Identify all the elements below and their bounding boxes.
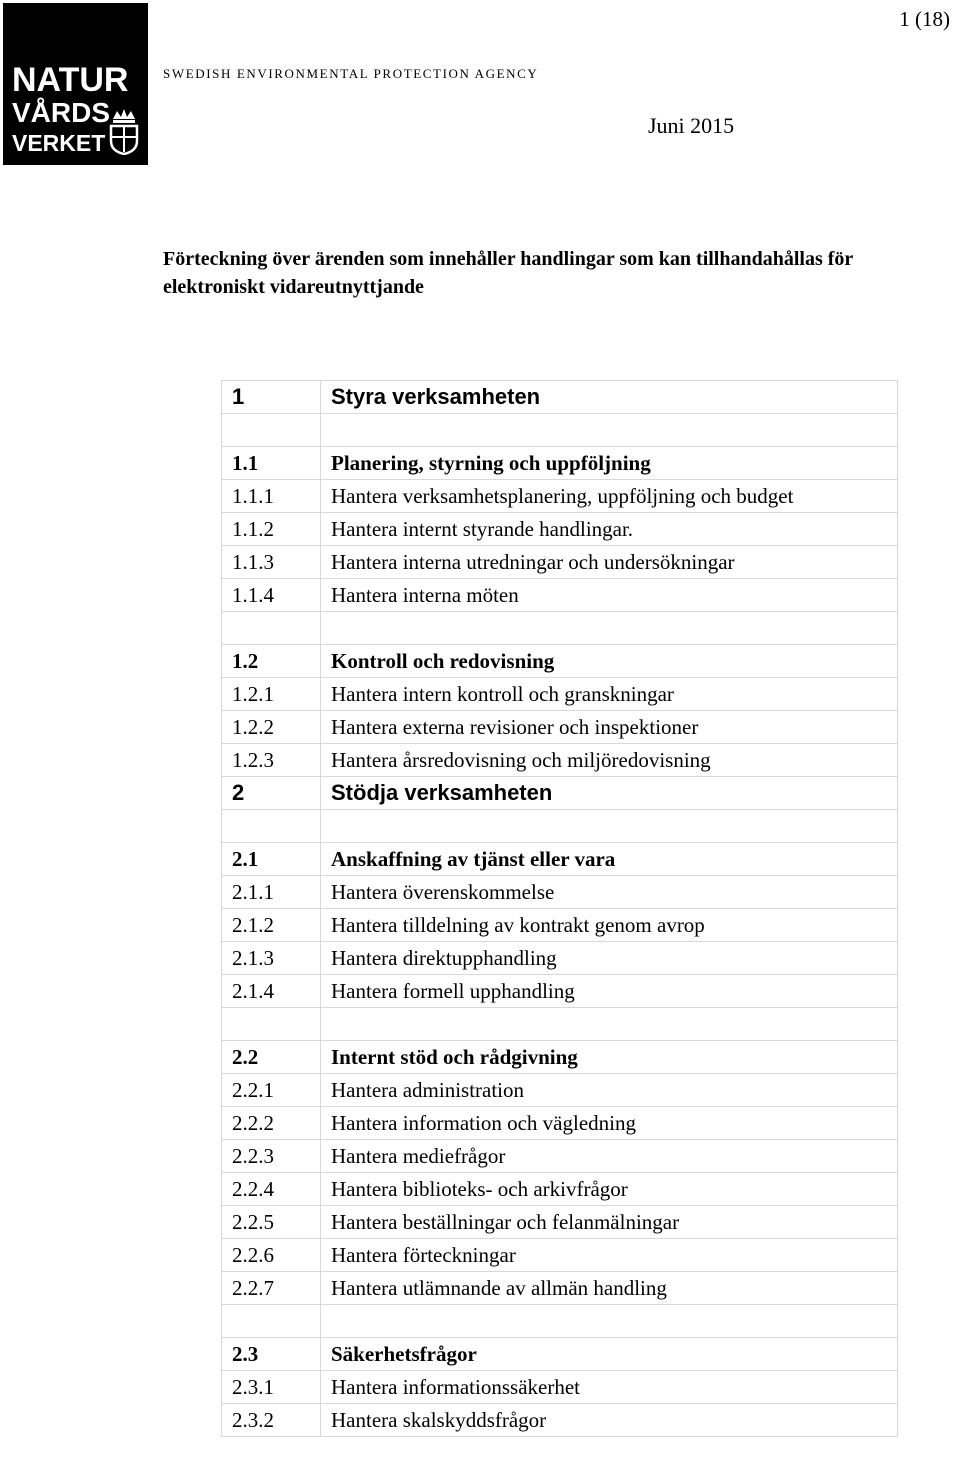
toc-number [222, 414, 321, 447]
toc-row [222, 546, 898, 579]
toc-number: 2.2.3 [222, 1140, 321, 1173]
naturvardsverket-logo [3, 3, 148, 165]
toc-number: 2.1.2 [222, 909, 321, 942]
toc-row [222, 381, 898, 414]
toc-spacer-row [222, 414, 898, 447]
toc-heading: Hantera utlämnande av allmän handling [321, 1272, 898, 1305]
toc-spacer-row [222, 1305, 898, 1338]
toc-number: 2.2 [222, 1041, 321, 1074]
toc-row [222, 1371, 898, 1404]
toc-number [222, 1305, 321, 1338]
toc-number [222, 612, 321, 645]
toc-spacer-row [222, 1008, 898, 1041]
toc-heading: Anskaffning av tjänst eller vara [321, 843, 898, 876]
toc-heading: Hantera direktupphandling [321, 942, 898, 975]
toc-row [222, 480, 898, 513]
toc-row [222, 1041, 898, 1074]
document-date: Juni 2015 [648, 113, 735, 138]
toc-row [222, 777, 898, 810]
toc-heading: Hantera förteckningar [321, 1239, 898, 1272]
toc-heading: Hantera tilldelning av kontrakt genom avrop [321, 909, 898, 942]
document-title: Förteckning över ärenden som innehåller handlingar som kan tillhandahållas för elektroniskt vidareutnyttjande [163, 248, 853, 298]
toc-row [222, 645, 898, 678]
toc-row [222, 909, 898, 942]
toc-heading [321, 1008, 898, 1041]
toc-number: 1 [222, 381, 321, 414]
toc-heading: Hantera administration [321, 1074, 898, 1107]
toc-row [222, 1272, 898, 1305]
toc-heading: Planering, styrning och uppföljning [321, 447, 898, 480]
toc-number: 1.2.3 [222, 744, 321, 777]
toc-number: 1.2 [222, 645, 321, 678]
toc-row [222, 1239, 898, 1272]
toc-number: 1.2.1 [222, 678, 321, 711]
toc-heading: Hantera mediefrågor [321, 1140, 898, 1173]
toc-heading: Hantera verksamhetsplanering, uppföljning och budget [321, 480, 898, 513]
toc-row [222, 513, 898, 546]
toc-heading: Hantera interna utredningar och undersökningar [321, 546, 898, 579]
toc-heading: Hantera biblioteks- och arkivfrågor [321, 1173, 898, 1206]
logo-line-1: NATUR [12, 61, 129, 99]
toc-row [222, 1107, 898, 1140]
toc-heading: Hantera externa revisioner och inspektioner [321, 711, 898, 744]
toc-row [222, 579, 898, 612]
toc-number: 2.2.4 [222, 1173, 321, 1206]
toc-number: 2 [222, 777, 321, 810]
toc-number [222, 1008, 321, 1041]
toc-row [222, 711, 898, 744]
toc-heading: Hantera interna möten [321, 579, 898, 612]
toc-number: 2.2.1 [222, 1074, 321, 1107]
toc-number: 1.1.4 [222, 579, 321, 612]
toc-heading: Hantera information och vägledning [321, 1107, 898, 1140]
toc-heading: Hantera beställningar och felanmälningar [321, 1206, 898, 1239]
toc-row [222, 975, 898, 1008]
toc-number: 2.2.5 [222, 1206, 321, 1239]
agency-name: SWEDISH ENVIRONMENTAL PROTECTION AGENCY [163, 66, 539, 81]
toc-number: 2.2.6 [222, 1239, 321, 1272]
toc-number: 2.3.1 [222, 1371, 321, 1404]
crown-emblem-icon [107, 107, 141, 155]
logo-line-2: VÅRDS [12, 97, 111, 128]
toc-heading [321, 1305, 898, 1338]
toc-row [222, 1173, 898, 1206]
toc-number [222, 810, 321, 843]
logo-line-3: VERKET [12, 130, 106, 156]
toc-number: 2.3 [222, 1338, 321, 1371]
toc-heading: Hantera skalskyddsfrågor [321, 1404, 898, 1437]
toc-number: 2.1.3 [222, 942, 321, 975]
toc-row [222, 1074, 898, 1107]
toc-row [222, 843, 898, 876]
toc-row [222, 1404, 898, 1437]
toc-row [222, 942, 898, 975]
toc-heading [321, 612, 898, 645]
toc-heading: Hantera internt styrande handlingar. [321, 513, 898, 546]
toc-number: 1.1.3 [222, 546, 321, 579]
toc-heading: Hantera informationssäkerhet [321, 1371, 898, 1404]
toc-heading [321, 414, 898, 447]
toc-row [222, 1140, 898, 1173]
toc-table [221, 380, 898, 1437]
toc-row [222, 447, 898, 480]
toc-row [222, 678, 898, 711]
toc-heading: Styra verksamheten [321, 381, 898, 414]
toc-heading: Stödja verksamheten [321, 777, 898, 810]
toc-row [222, 876, 898, 909]
page-number: 1 (18) [899, 7, 950, 31]
toc-number: 1.1.2 [222, 513, 321, 546]
toc-spacer-row [222, 810, 898, 843]
toc-body [222, 381, 898, 1437]
toc-number: 1.1.1 [222, 480, 321, 513]
toc-heading [321, 810, 898, 843]
toc-row [222, 744, 898, 777]
toc-number: 2.1.4 [222, 975, 321, 1008]
toc-number: 2.2.7 [222, 1272, 321, 1305]
toc-heading: Internt stöd och rådgivning [321, 1041, 898, 1074]
toc-number: 2.2.2 [222, 1107, 321, 1140]
toc-heading: Hantera överenskommelse [321, 876, 898, 909]
toc-spacer-row [222, 612, 898, 645]
toc-heading: Säkerhetsfrågor [321, 1338, 898, 1371]
toc-heading: Kontroll och redovisning [321, 645, 898, 678]
toc-row [222, 1338, 898, 1371]
toc-heading: Hantera årsredovisning och miljöredovisning [321, 744, 898, 777]
toc-number: 1.2.2 [222, 711, 321, 744]
toc-heading: Hantera formell upphandling [321, 975, 898, 1008]
toc-number: 2.3.2 [222, 1404, 321, 1437]
toc-heading: Hantera intern kontroll och granskningar [321, 678, 898, 711]
toc-number: 1.1 [222, 447, 321, 480]
toc-number: 2.1 [222, 843, 321, 876]
toc-number: 2.1.1 [222, 876, 321, 909]
toc-row [222, 1206, 898, 1239]
